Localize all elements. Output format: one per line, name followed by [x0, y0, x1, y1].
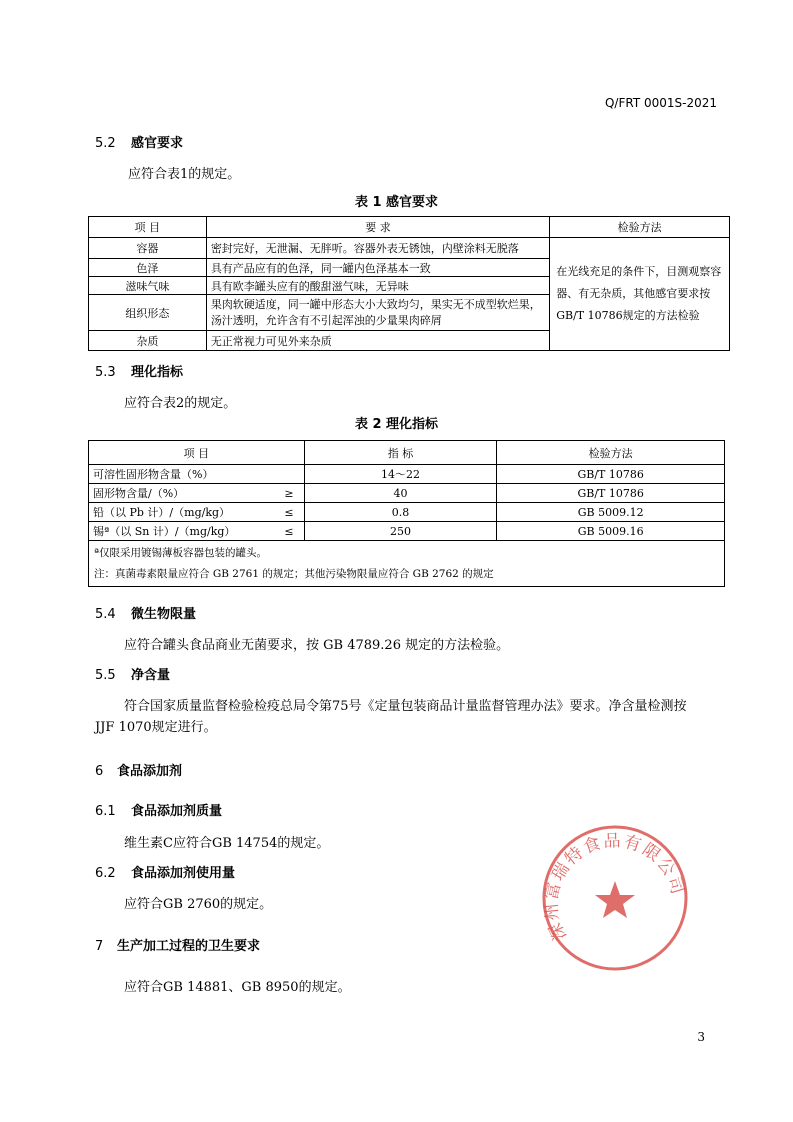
requirement-cell: 具有欧李罐头应有的酸甜滋气味，无异味	[206, 277, 549, 295]
seal-text: 深州富瑞特食品有限公司	[541, 831, 688, 944]
table-header-row	[89, 217, 730, 238]
table-header-cell: 项 目	[89, 441, 305, 465]
section-number: 6.1	[95, 804, 116, 819]
table-header-cell: 检验方法	[550, 217, 730, 238]
section-title: 微生物限量	[131, 607, 197, 622]
item-cell: 组织形态	[89, 295, 207, 331]
section-number: 5.5	[95, 668, 116, 683]
document-id: Q/FRT 0001S-2021	[604, 96, 717, 110]
value-cell: 0.8	[304, 503, 497, 522]
section-5-4-heading	[95, 603, 196, 622]
requirement-cell: 密封完好，无泄漏、无胖听。容器外表无锈蚀，内壁涂料无脱落	[206, 238, 549, 259]
section-6-heading	[95, 760, 182, 779]
table-header-cell: 项 目	[89, 217, 207, 238]
section-title: 食品添加剂	[117, 764, 183, 779]
section-title: 生产加工过程的卫生要求	[117, 939, 261, 954]
operator-cell	[274, 465, 304, 484]
table-row	[89, 465, 725, 484]
table2	[88, 440, 725, 587]
section-title: 感官要求	[131, 136, 184, 151]
section-6-1-text: 维生素C应符合GB 14754的规定。	[124, 836, 330, 851]
section-number: 6	[95, 764, 104, 779]
method-cell: GB 5009.16	[497, 522, 725, 541]
section-5-5-text-line2: JJF 1070规定进行。	[95, 720, 217, 735]
section-5-3-heading	[95, 361, 183, 380]
item-cell: 色泽	[89, 259, 207, 277]
method-cell: 在光线充足的条件下，目测观察容器、有无杂质，其他感官要求按GB/T 10786规定的方法检验	[550, 238, 730, 351]
requirement-cell: 果肉软硬适度，同一罐中形态大小大致均匀，果实无不成型软烂果，汤汁透明，允许含有不引起浑浊的少量果肉碎屑	[206, 295, 549, 331]
section-6-2-text: 应符合GB 2760的规定。	[124, 897, 273, 912]
table-row	[89, 522, 725, 541]
table-row	[89, 484, 725, 503]
section-7-text: 应符合GB 14881、GB 8950的规定。	[124, 980, 351, 995]
item-cell: 可溶性固形物含量（%）	[89, 465, 275, 484]
operator-cell: ≤	[274, 503, 304, 522]
table-row	[89, 238, 730, 259]
section-number: 5.3	[95, 365, 116, 380]
method-cell: GB 5009.12	[497, 503, 725, 522]
star-icon	[595, 881, 635, 918]
section-6-2-heading	[95, 862, 235, 881]
table-note: 注：真菌毒素限量应符合 GB 2761 的规定；其他污染物限量应符合 GB 2762 的规定	[94, 567, 494, 580]
table-note-row	[89, 541, 725, 587]
value-cell: 250	[304, 522, 497, 541]
item-cell: 铅（以 Pb 计）/（mg/kg）	[89, 503, 275, 522]
item-cell: 杂质	[89, 331, 207, 351]
table1	[88, 216, 730, 351]
value-cell: 40	[304, 484, 497, 503]
item-cell: 固形物含量/（%）	[89, 484, 275, 503]
requirement-cell: 无正常视力可见外来杂质	[206, 331, 549, 351]
section-5-5-heading	[95, 664, 170, 683]
section-title: 食品添加剂质量	[131, 804, 223, 819]
table2-title: 表 2 理化指标	[354, 417, 439, 432]
value-cell: 14～22	[304, 465, 497, 484]
section-7-heading	[95, 935, 260, 954]
table-header-row	[89, 441, 725, 465]
section-number: 5.4	[95, 607, 116, 622]
table-header-cell: 检验方法	[497, 441, 725, 465]
item-cell: 滋味气味	[89, 277, 207, 295]
operator-cell: ≥	[274, 484, 304, 503]
table-header-cell: 要 求	[206, 217, 549, 238]
table1-title: 表 1 感官要求	[354, 195, 439, 210]
table-footnote: ª仅限采用镀锡薄板容器包装的罐头。	[94, 546, 267, 559]
section-number: 7	[95, 939, 104, 954]
method-cell: GB/T 10786	[497, 484, 725, 503]
section-5-2-text: 应符合表1的规定。	[128, 167, 241, 182]
item-cell: 锡ª（以 Sn 计）/（mg/kg）	[89, 522, 275, 541]
table-header-cell: 指 标	[304, 441, 497, 465]
section-5-2-heading	[95, 132, 183, 151]
section-number: 5.2	[95, 136, 116, 151]
operator-cell: ≤	[274, 522, 304, 541]
item-cell: 容器	[89, 238, 207, 259]
section-number: 6.2	[95, 866, 116, 881]
requirement-cell: 具有产品应有的色泽，同一罐内色泽基本一致	[206, 259, 549, 277]
method-cell: GB/T 10786	[497, 465, 725, 484]
table-notes	[89, 541, 725, 587]
section-5-5-text-line1: 符合国家质量监督检验检疫总局令第75号《定量包装商品计量监督管理办法》要求。净含量检测按	[124, 699, 687, 714]
section-title: 净含量	[131, 668, 171, 683]
page-number: 3	[697, 1030, 705, 1044]
table-row	[89, 503, 725, 522]
company-seal	[540, 823, 690, 973]
section-title: 食品添加剂使用量	[131, 866, 236, 881]
section-5-4-text: 应符合罐头食品商业无菌要求，按 GB 4789.26 规定的方法检验。	[124, 638, 510, 653]
section-5-3-text: 应符合表2的规定。	[124, 396, 237, 411]
section-title: 理化指标	[131, 365, 184, 380]
section-6-1-heading	[95, 800, 222, 819]
